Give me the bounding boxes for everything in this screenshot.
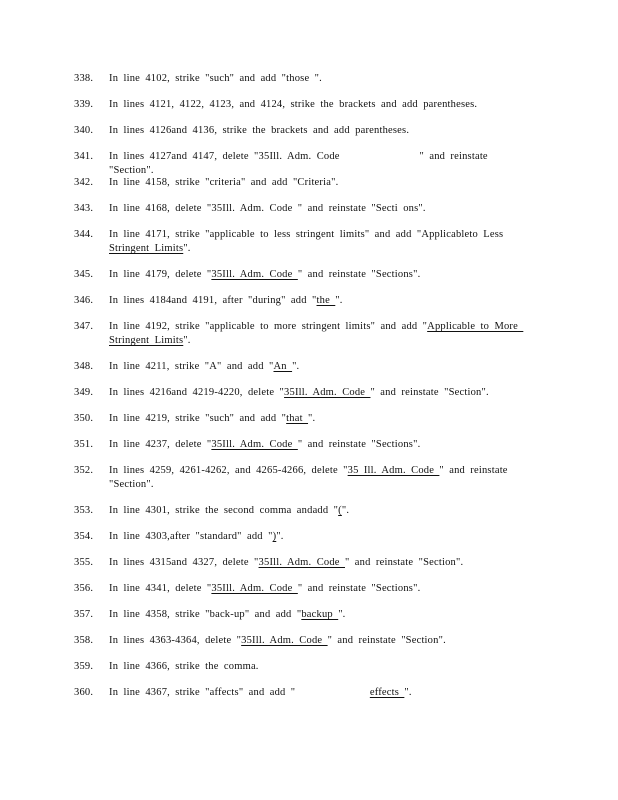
item-text bbox=[109, 150, 518, 178]
item-number: 350. bbox=[74, 413, 94, 424]
item-number: 346. bbox=[74, 295, 94, 306]
item-number: 356. bbox=[74, 583, 94, 594]
item-number: 341. bbox=[74, 151, 94, 162]
text-segment: In lines 4259, 4261-4262, and 4265-4266, delete " bbox=[109, 465, 348, 476]
item-number: 354. bbox=[74, 531, 94, 542]
item-text bbox=[109, 504, 518, 518]
underlined-insertion: backup bbox=[301, 609, 339, 620]
item-text bbox=[109, 530, 518, 544]
item-text bbox=[109, 582, 518, 596]
underlined-insertion: that bbox=[286, 413, 309, 424]
underlined-insertion: effects bbox=[369, 687, 405, 698]
text-segment: In line 4367, strike "affects" and add " bbox=[109, 687, 370, 698]
text-segment: ". bbox=[308, 413, 316, 424]
item-number: 359. bbox=[74, 661, 94, 672]
item-number: 353. bbox=[74, 505, 94, 516]
underlined-insertion: ) bbox=[272, 531, 277, 542]
item-number: 348. bbox=[74, 361, 94, 372]
underlined-insertion: 35Ill. Adm. Code bbox=[284, 387, 371, 398]
text-segment: " and reinstate "Section". bbox=[109, 465, 513, 490]
underlined-insertion: Stringent Limits bbox=[109, 243, 184, 254]
item-text bbox=[109, 386, 518, 400]
text-segment: In lines 4126and 4136, strike the brackets and add parentheses. bbox=[109, 125, 410, 136]
item-number: 347. bbox=[74, 321, 94, 332]
text-segment: In line 4237, delete " bbox=[109, 439, 212, 450]
text-segment: In line 4211, strike "A" and add " bbox=[109, 361, 274, 372]
text-segment: ". bbox=[341, 505, 350, 516]
text-segment: " and reinstate "Sections". bbox=[297, 439, 421, 450]
text-segment: In line 4158, strike "criteria" and add "Criteria". bbox=[109, 177, 339, 188]
underlined-insertion: 35Ill. Adm. Code bbox=[211, 583, 298, 594]
text-segment: In line 4179, delete " bbox=[109, 269, 212, 280]
text-segment: In line 4171, strike "applicable to less stringent limits" and add "Applicableto Less bbox=[109, 229, 509, 240]
underlined-insertion: An bbox=[273, 361, 293, 372]
text-segment: " and reinstate "Sections". bbox=[297, 583, 421, 594]
item-number: 349. bbox=[74, 387, 94, 398]
text-segment: " and reinstate "Section". bbox=[327, 635, 446, 646]
item-number: 340. bbox=[74, 125, 94, 136]
text-segment: In line 4366, strike the comma. bbox=[109, 661, 259, 672]
text-segment: In line 4303,after "standard" add " bbox=[109, 531, 273, 542]
underlined-insertion: 35Ill. Adm. Code bbox=[211, 269, 298, 280]
item-text bbox=[109, 686, 518, 700]
text-segment: In line 4102, strike "such" and add "those ". bbox=[109, 73, 322, 84]
underlined-insertion: Applicable to More bbox=[427, 321, 524, 332]
item-number: 345. bbox=[74, 269, 94, 280]
text-segment: " and reinstate "Section". bbox=[345, 557, 464, 568]
text-segment: ". bbox=[338, 609, 346, 620]
item-text bbox=[109, 124, 518, 138]
text-segment: In line 4358, strike "back-up" and add " bbox=[109, 609, 302, 620]
item-text bbox=[109, 202, 518, 216]
item-text bbox=[109, 660, 518, 674]
item-number: 352. bbox=[74, 465, 94, 476]
item-number: 358. bbox=[74, 635, 94, 646]
text-segment: In line 4301, strike the second comma andadd " bbox=[109, 505, 339, 516]
item-number: 339. bbox=[74, 99, 94, 110]
underlined-insertion: 35Ill. Adm. Code bbox=[258, 557, 345, 568]
item-text bbox=[109, 608, 518, 622]
item-text bbox=[109, 556, 518, 570]
item-text bbox=[109, 438, 518, 452]
item-number: 351. bbox=[74, 439, 94, 450]
item-text bbox=[109, 176, 518, 190]
item-text bbox=[109, 320, 524, 348]
item-text bbox=[109, 412, 518, 426]
text-segment: In lines 4127and 4147, delete "35Ill. Adm. Code " and reinstate "Section". bbox=[109, 151, 494, 176]
underlined-insertion: 35 Ill. Adm. Code bbox=[347, 465, 440, 476]
item-text bbox=[109, 268, 518, 282]
item-text bbox=[109, 98, 518, 112]
item-number: 360. bbox=[74, 687, 94, 698]
text-segment: ". bbox=[404, 687, 412, 698]
item-number: 342. bbox=[74, 177, 94, 188]
item-number: 343. bbox=[74, 203, 94, 214]
underlined-insertion: the bbox=[316, 295, 336, 306]
item-text bbox=[109, 634, 518, 648]
underlined-insertion: 35Ill. Adm. Code bbox=[211, 439, 298, 450]
text-segment: In line 4341, delete " bbox=[109, 583, 212, 594]
text-segment: ". bbox=[276, 531, 284, 542]
text-segment: In lines 4363-4364, delete " bbox=[109, 635, 242, 646]
underlined-insertion: ( bbox=[338, 505, 342, 516]
text-segment: In lines 4184and 4191, after "during" add " bbox=[109, 295, 317, 306]
item-text bbox=[109, 72, 518, 86]
item-text bbox=[109, 228, 518, 256]
text-segment: ". bbox=[183, 243, 191, 254]
text-segment: In lines 4121, 4122, 4123, and 4124, strike the brackets and add parentheses. bbox=[109, 99, 478, 110]
text-segment: In line 4168, delete "35Ill. Adm. Code " and reinstate "Secti ons". bbox=[109, 203, 426, 214]
text-segment: In line 4219, strike "such" and add " bbox=[109, 413, 287, 424]
item-number: 355. bbox=[74, 557, 94, 568]
item-text bbox=[109, 464, 518, 492]
item-text bbox=[109, 360, 518, 374]
text-segment: ". bbox=[335, 295, 343, 306]
text-segment: In lines 4315and 4327, delete " bbox=[109, 557, 259, 568]
underlined-insertion: Stringent Limits bbox=[109, 335, 184, 346]
text-segment: ". bbox=[183, 335, 191, 346]
underlined-insertion: 35Ill. Adm. Code bbox=[241, 635, 328, 646]
item-number: 357. bbox=[74, 609, 94, 620]
item-number: 344. bbox=[74, 229, 94, 240]
item-number: 338. bbox=[74, 73, 94, 84]
text-segment: In lines 4216and 4219-4220, delete " bbox=[109, 387, 285, 398]
text-segment: " and reinstate "Section". bbox=[370, 387, 489, 398]
item-text bbox=[109, 294, 518, 308]
text-segment: " and reinstate "Sections". bbox=[297, 269, 421, 280]
text-segment: ". bbox=[292, 361, 300, 372]
text-segment: In line 4192, strike "applicable to more stringent limits" and add " bbox=[109, 321, 428, 332]
